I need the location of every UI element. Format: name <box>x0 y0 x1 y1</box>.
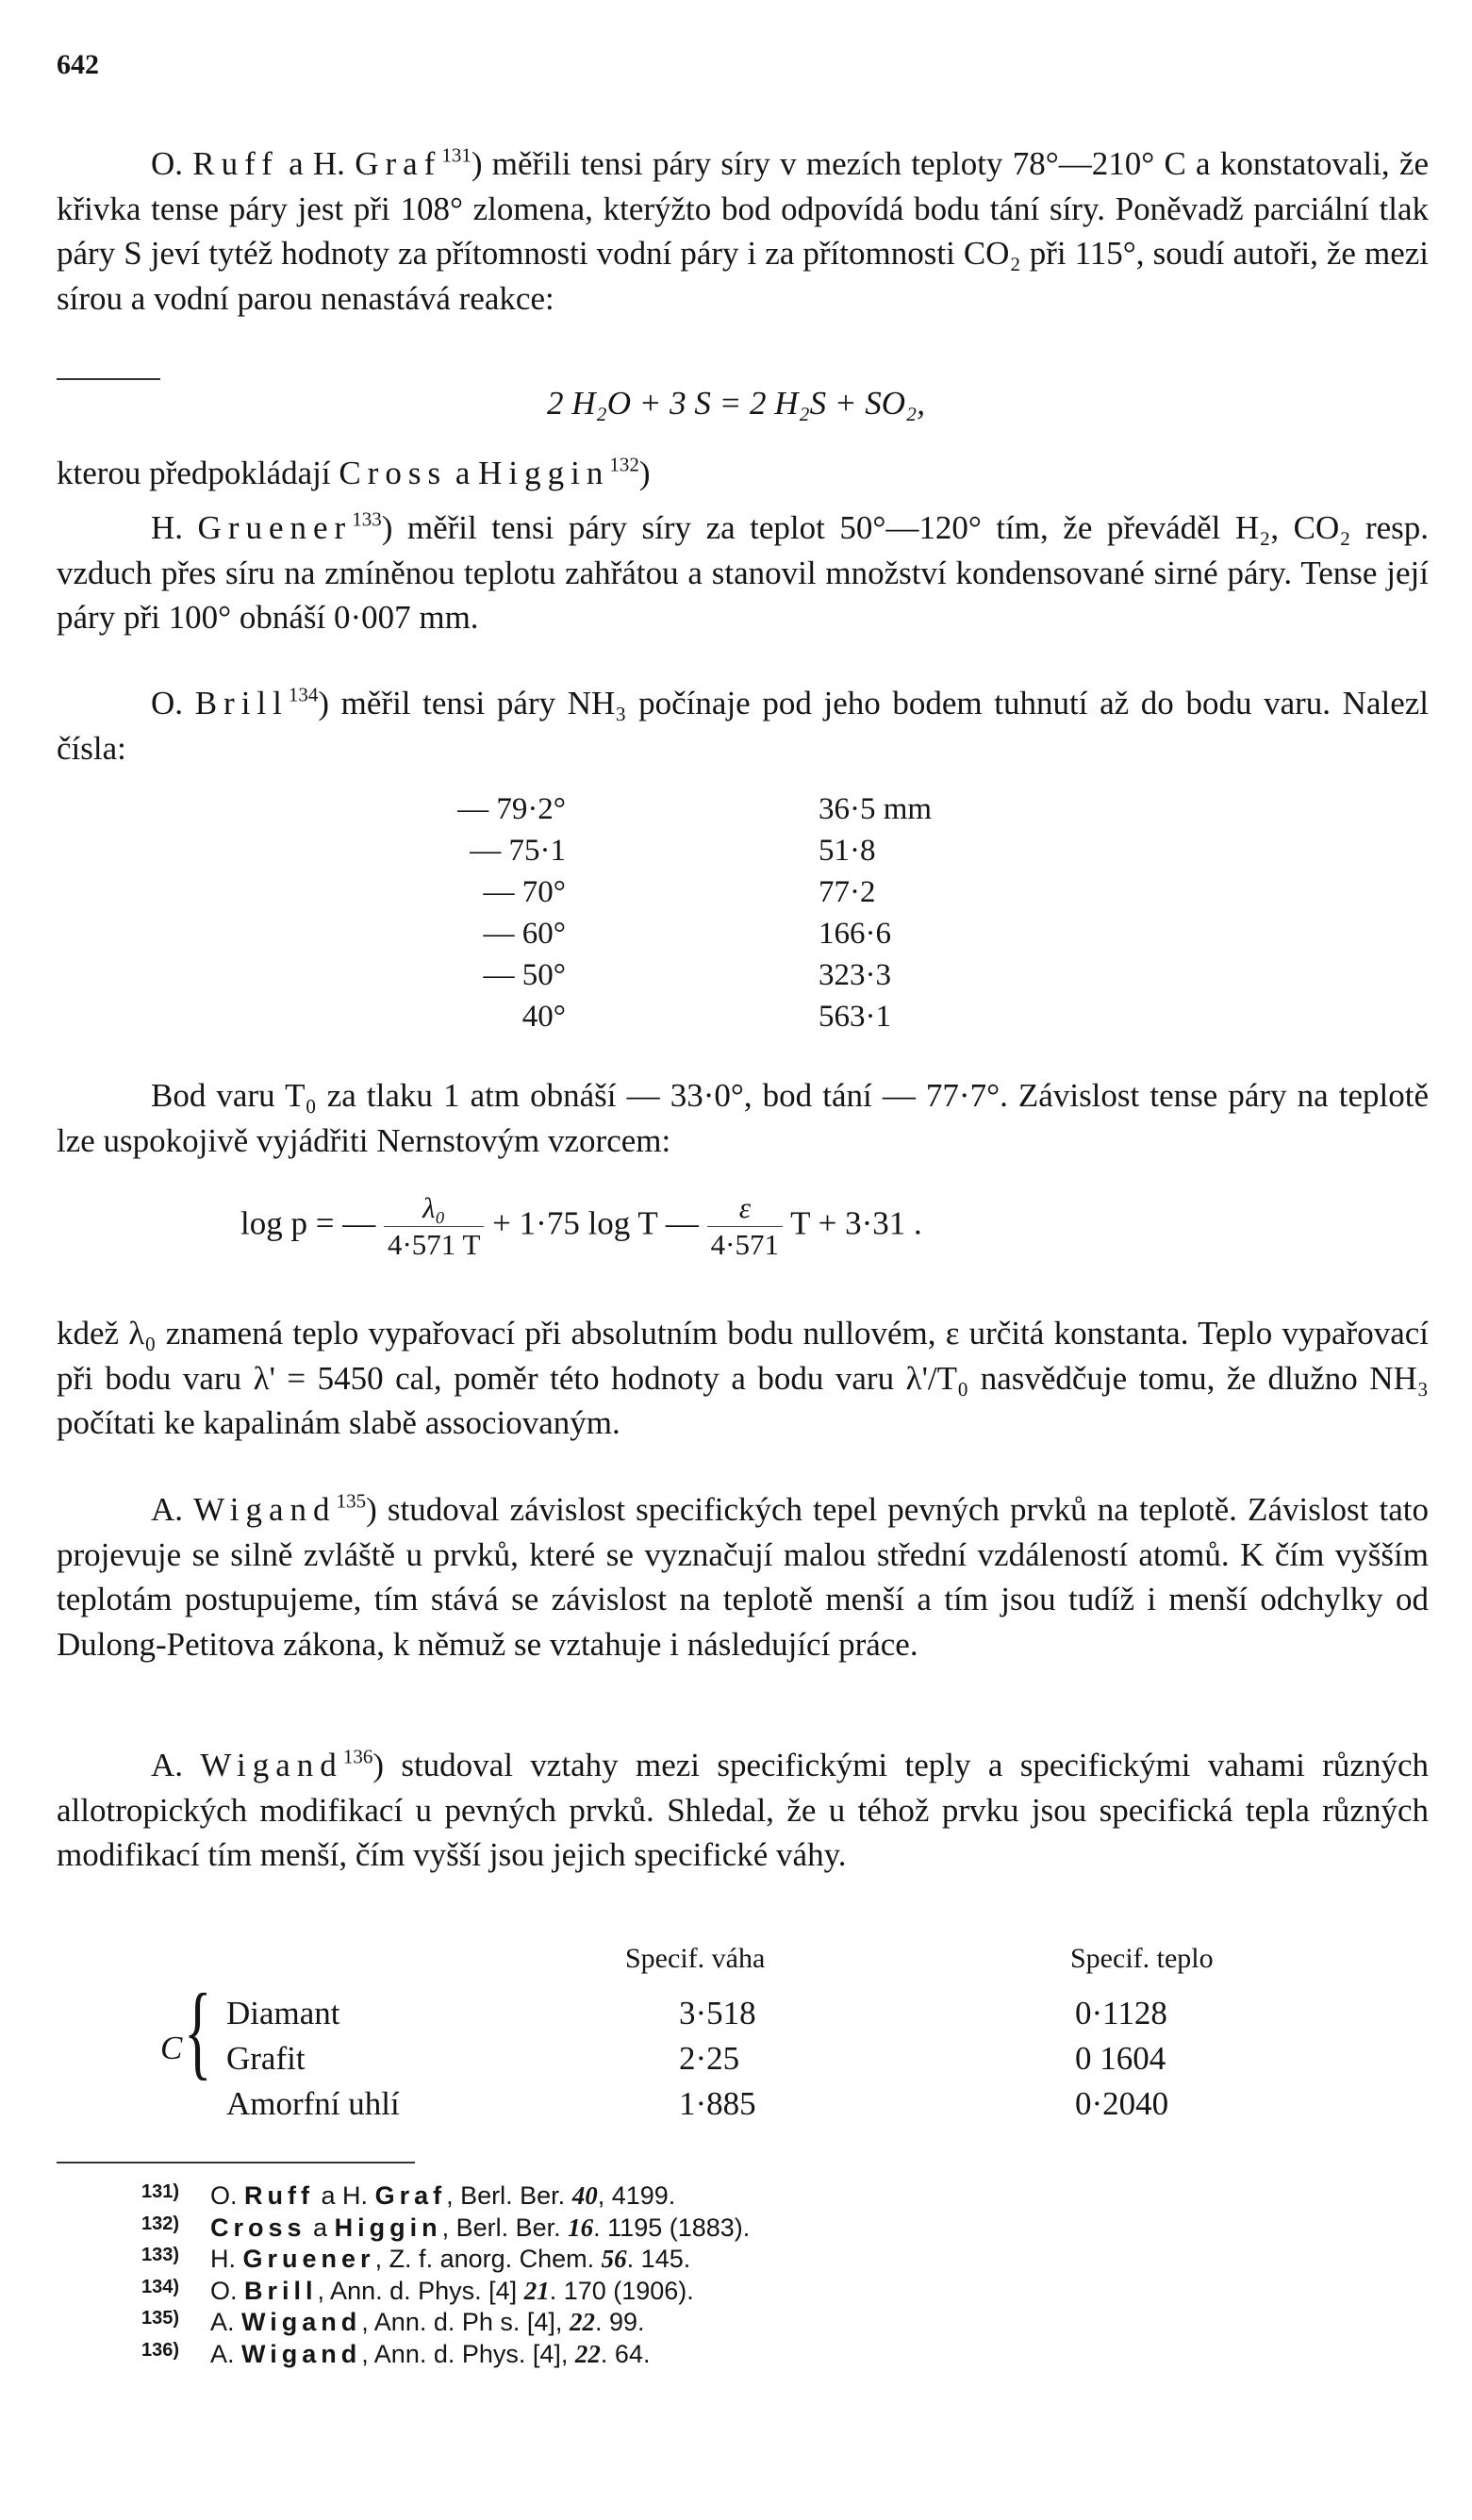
footnote-ref: 133 <box>352 507 382 531</box>
author-name: Cross <box>339 455 448 491</box>
table-row <box>819 788 1026 830</box>
footnote-ref: 136 <box>342 1745 373 1768</box>
footnote-source: , Ann. d. Ph s. [4], <box>361 2308 563 2336</box>
author-name: Wigand <box>193 1491 337 1528</box>
temperature-cell: — 79·2° <box>457 792 566 826</box>
table-row <box>819 830 1026 871</box>
weight-cell: 3·518 <box>679 1995 756 2031</box>
decorative-rule <box>57 378 160 380</box>
equation-middle: + 1·75 log T — <box>492 1204 699 1242</box>
paragraph-text: ) měřil tensi páry NH₃ počínaje pod jeho bodem tuhnutí až do bodu varu. Nalezl čísla: <box>57 685 1430 767</box>
footnote-initial: O. <box>210 2181 238 2210</box>
footnote-conj: a H. <box>321 2181 369 2210</box>
footnote-initial: A. <box>210 2339 235 2368</box>
footnote-number: 132) <box>141 2213 180 2234</box>
footnote-number: 136) <box>141 2339 180 2361</box>
fraction-epsilon <box>707 1190 783 1263</box>
footnote-pages: . 99. <box>594 2308 645 2336</box>
footnote-author: Cross <box>210 2213 306 2242</box>
footnote-volume: 22 <box>574 2339 601 2368</box>
footnote-volume: 16 <box>568 2213 594 2242</box>
temperature-cell: — 70° <box>483 875 566 909</box>
footnote-author: Wigand <box>241 2308 362 2336</box>
footnote-volume: 21 <box>523 2276 550 2305</box>
table-row <box>819 954 1026 996</box>
paragraph-wigand-136 <box>57 1743 1429 1878</box>
column-header-weight: Specif. váha <box>625 1943 766 1974</box>
footnote-volume: 56 <box>601 2245 627 2273</box>
pressure-cell: 77·2 <box>819 875 876 909</box>
paragraph-cross-higgin <box>57 451 1429 496</box>
pressure-cell: 323·3 <box>819 958 891 992</box>
footnote-pages: . 64. <box>600 2339 651 2368</box>
paragraph-text: ) měřil tensi páry síry za teplot 50°—120° tím, že převáděl H₂, CO₂ resp. vzduch přes síru na zmíněnou teplotu zahřátou a stanovil množství kondensované sirné páry. Tense její páry při 100° obnáší 0·007 mm. <box>57 509 1430 636</box>
author-initial: O. <box>151 685 184 721</box>
paragraph-wigand-135 <box>57 1487 1429 1666</box>
footnote-text <box>210 2307 644 2339</box>
temperature-cell: — 60° <box>483 917 566 951</box>
pressure-column <box>819 788 1026 1037</box>
pressure-cell: 166·6 <box>819 917 891 951</box>
footnote-number: 135) <box>141 2308 180 2329</box>
author-initial: H. <box>151 509 184 546</box>
footnote-author: Higgin <box>334 2213 442 2242</box>
footnote-number: 133) <box>141 2245 180 2265</box>
table-row <box>443 913 566 954</box>
paragraph-text: kdež λ₀ znamená teplo vypařovací při absolutním bodu nullovém, ε určitá konstanta. Teplo vypařovací při bodu varu λ' = 5450 cal, poměr této hodnoty a bodu varu λ'/T₀ nasvědčuje tomu, že dlužno NH₃ počítati ke kapalinám slabě associovaným. <box>57 1315 1429 1441</box>
footnote-ref: 131 <box>441 143 471 167</box>
footnote-ref: 132 <box>609 453 639 476</box>
temperature-cell: 40° <box>521 1000 566 1034</box>
table-row <box>819 871 1026 913</box>
page-number: 642 <box>57 49 99 80</box>
author-initial: O. <box>151 145 184 182</box>
footnote-pages: . 145. <box>626 2245 691 2273</box>
paragraph-text: kterou předpokládají <box>57 455 331 491</box>
paragraph-brill <box>57 681 1429 771</box>
footnote-text <box>210 2244 690 2276</box>
heat-cell: 0·2040 <box>1075 2085 1169 2122</box>
footnote-initial: H. <box>210 2245 236 2273</box>
footnote-text <box>210 2213 750 2245</box>
footnote-ref: 134 <box>288 683 319 706</box>
footnote-separator <box>57 2162 415 2164</box>
footnote-pages: . 170 (1906). <box>549 2276 694 2305</box>
author-name: Ruff <box>192 145 279 182</box>
paragraph-text: ) <box>638 455 651 491</box>
footnote-initial: A. <box>210 2308 235 2336</box>
fraction-numerator: ε <box>738 1191 751 1224</box>
modification-name: Grafit <box>226 2040 306 2077</box>
table-row <box>819 996 1026 1037</box>
author-name: Wigand <box>200 1747 343 1783</box>
footnote-source: , Berl. Ber. <box>446 2181 566 2210</box>
paragraph-constants <box>57 1311 1429 1446</box>
fraction-denominator: 4·571 T <box>384 1226 484 1263</box>
pressure-cell: 51·8 <box>819 834 876 868</box>
reaction-formula: 2 H₂O + 3 S = 2 H₂S + SO₂, <box>547 385 925 422</box>
temperature-cell: — 75·1 <box>470 834 566 868</box>
equation-rhs: T + 3·31 . <box>790 1204 922 1242</box>
footnote-source: , Ann. d. Phys. [4] <box>317 2276 518 2305</box>
footnote-author: Brill <box>244 2276 318 2305</box>
temperature-column <box>443 788 566 1037</box>
weight-cell: 1·885 <box>679 2085 756 2122</box>
nernst-equation <box>240 1190 922 1263</box>
footnote-author: Ruff <box>244 2181 315 2210</box>
heat-cell: 0 1604 <box>1075 2040 1166 2077</box>
footnote-source: , Z. f. anorg. Chem. <box>374 2245 595 2273</box>
footnote-pages: . 1195 (1883). <box>593 2213 751 2242</box>
modification-name: Amorfní uhlí <box>226 2085 400 2122</box>
conjunction: a <box>455 455 471 491</box>
equation-lhs: log p = — <box>240 1204 376 1242</box>
footnote-text <box>210 2339 650 2371</box>
brace-symbol: { <box>184 1973 212 2090</box>
table-row <box>443 788 566 830</box>
table-row <box>443 871 566 913</box>
pressure-cell: 36·5 mm <box>819 792 933 826</box>
footnote-number: 134) <box>141 2276 180 2297</box>
paragraph-gruener <box>57 506 1429 640</box>
footnote-initial: O. <box>210 2276 238 2305</box>
author-name: Gruener <box>197 509 353 546</box>
author-name: Brill <box>194 685 289 721</box>
footnote-volume: 22 <box>569 2308 595 2336</box>
table-row <box>819 913 1026 954</box>
heat-cell: 0·1128 <box>1075 1995 1167 2031</box>
footnote-author: Wigand <box>241 2339 362 2368</box>
footnote-text <box>210 2276 694 2308</box>
temperature-cell: — 50° <box>483 958 566 992</box>
modification-name: Diamant <box>226 1995 340 2031</box>
footnote-number: 131) <box>141 2181 180 2202</box>
footnote-ref: 135 <box>336 1489 367 1513</box>
footnote-pages: , 4199. <box>597 2181 676 2210</box>
paragraph-text: ) studoval závislost specifických tepel pevných prvků na teplotě. Závislost tato projevuje se silně zvláště u prvků, které se vyznačují malou střední vzdáleností atomů. K čím vyšším teplotám postupujeme, tím stává se závislost na teplotě menší a tím jsou tudíž i menší odchylky od Dulong-Petitova zákona, k němuž se vztahuje i následující práce. <box>57 1491 1429 1663</box>
paragraph-text: ) studoval vztahy mezi specifickými teply a specifickými vahami různých allotropických modifikací u pevných prvků. Shledal, že u téhož prvku jsou specifická tepla různých modifikací tím menší, čím vyšší jsou jejich specifické váhy. <box>57 1747 1429 1873</box>
pressure-cell: 563·1 <box>819 1000 891 1034</box>
paragraph-text: ) měřili tensi páry síry v mezích teploty 78°—210° C a konstatovali, že křivka tense páry jest při 108° zlomena, kterýžto bod odpovídá bodu tání síry. Poněvadž parciální tlak páry S jeví tytéž hodnoty za přítomnosti vodní páry i za přítomnosti CO₂ při 115°, soudí autoři, že mezi sírou a vodní parou nenastává reakce: <box>57 145 1430 317</box>
author-initial: A. <box>151 1747 184 1783</box>
footnote-source: , Ann. d. Phys. [4], <box>361 2339 569 2368</box>
author-name: Higgin <box>478 455 610 491</box>
footnote-text <box>210 2180 675 2213</box>
element-symbol: C <box>160 2030 183 2066</box>
author-name: Graf <box>355 145 442 182</box>
fraction-denominator: 4·571 <box>707 1226 783 1263</box>
table-row <box>443 830 566 871</box>
paragraph-ruff-graf <box>57 141 1429 321</box>
footnote-author: Graf <box>374 2181 447 2210</box>
footnote-volume: 40 <box>571 2181 598 2210</box>
paragraph-boiling-point <box>57 1073 1429 1163</box>
author-initial: a H. <box>289 145 345 182</box>
fraction-lambda <box>384 1190 484 1263</box>
footnote-conj: a <box>313 2213 328 2242</box>
table-row <box>443 954 566 996</box>
weight-cell: 2·25 <box>679 2040 740 2077</box>
author-initial: A. <box>151 1491 184 1528</box>
footnote-author: Gruener <box>242 2245 375 2273</box>
paragraph-text: Bod varu T₀ za tlaku 1 atm obnáší — 33·0°, bod tání — 77·7°. Závislost tense páry na teplotě lze uspokojivě vyjádřiti Nernstovým vzorcem: <box>57 1077 1429 1159</box>
footnote-source: , Berl. Ber. <box>441 2213 561 2242</box>
column-header-heat: Specif. teplo <box>1070 1943 1214 1974</box>
fraction-numerator: λ₀ <box>422 1191 446 1224</box>
table-row <box>443 996 566 1037</box>
